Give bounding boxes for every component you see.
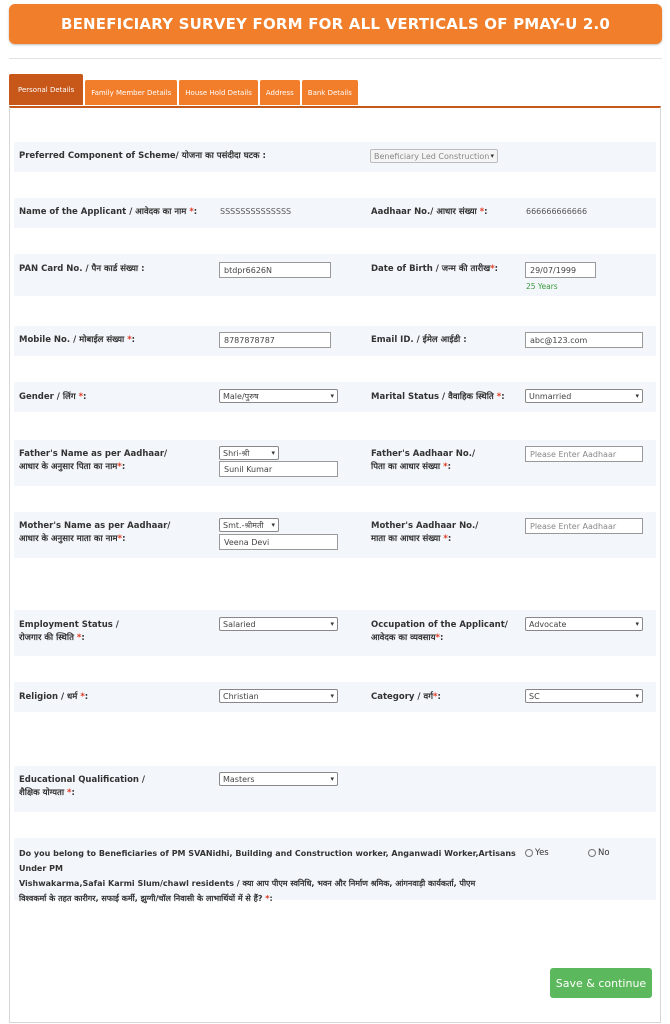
divider [9,58,662,59]
colon: : [71,788,75,798]
employment-label-line2: रोजगार की स्थिति [19,633,74,643]
pan-input[interactable]: btdpr6626N [219,262,331,278]
father-prefix-select[interactable] [219,446,279,460]
pm-no-radio[interactable] [588,848,610,858]
required-mark: * [490,264,495,274]
colon: : [122,534,126,544]
father-prefix-value: Shri-श्री [223,448,250,458]
required-mark: * [76,633,82,643]
tab-personal-details[interactable]: Personal Details [9,74,83,105]
required-mark: * [496,392,502,402]
occupation-label [371,619,508,645]
pm-no-label: No [598,848,610,858]
chevron-down-icon: ▾ [490,152,494,160]
mother-aadhaar-label [371,520,478,546]
pm-question-line1: Do you belong to Beneficiaries of PM SVANidhi, Building and Construction worker, Anganwadi Worker,Artisans Under PM [19,849,516,873]
save-continue-button[interactable]: Save & continue [550,968,652,998]
mobile-label [19,334,135,347]
marital-value: Unmarried [529,391,572,401]
marital-label-text: Marital Status / वैवाहिक स्थिति [371,392,494,402]
father-aadhaar-label-line1: Father's Aadhaar No./ [371,449,476,459]
education-select[interactable] [219,772,338,786]
required-mark: * [117,462,122,472]
religion-label [19,691,88,704]
aadhaar-value: 666666666666 [526,207,588,216]
tab-family-member-details[interactable]: Family Member Details [85,80,177,105]
category-value: SC [529,691,540,701]
occupation-select[interactable] [525,617,643,631]
colon: : [440,633,444,643]
radio-circle-icon [525,849,533,857]
pm-question-line3: विश्वकर्मा के तहत कारीगर, सफाई कर्मी, झुग्गी/चॉल निवासी के लाभार्थियों में से हैं? [19,894,263,903]
gender-select[interactable] [219,389,338,403]
colon: : [81,633,85,643]
mother-label-line2: आधार के अनुसार माता का नाम [19,534,118,544]
chevron-down-icon: ▾ [271,521,275,529]
mobile-input[interactable]: 8787878787 [219,332,331,348]
form-title: BENEFICIARY SURVEY FORM FOR ALL VERTICALS OF PMAY-U 2.0 [9,4,662,44]
required-mark: * [67,788,72,798]
employment-label-line1: Employment Status / [19,620,119,630]
gender-value: Male/पुरुष [223,391,259,401]
chevron-down-icon: ▾ [271,449,275,457]
religion-value: Christian [223,691,259,701]
mother-aadhaar-input[interactable]: Please Enter Aadhaar [525,518,643,534]
preferred-component-select[interactable] [370,149,498,163]
colon: : [501,392,505,402]
colon: : [447,534,452,544]
mother-aadhaar-label-line1: Mother's Aadhaar No./ [371,521,479,531]
preferred-component-label: Preferred Component of Scheme/ योजना का पसंदीदा घटक : [19,151,266,161]
age-text: 25 Years [526,282,558,291]
pan-label: PAN Card No. / पैन कार्ड संख्या : [19,264,145,274]
required-mark: * [127,335,132,345]
father-aadhaar-input[interactable]: Please Enter Aadhaar [525,446,643,462]
father-aadhaar-label [371,448,475,474]
applicant-name-label-text: Name of the Applicant / आवेदक का नाम [19,207,187,217]
colon: : [131,335,136,345]
tab-bank-details[interactable]: Bank Details [302,80,358,105]
mother-name-label [19,520,170,546]
education-label-line1: Educational Qualification / [19,775,146,785]
mother-label-line1: Mother's Name as per Aadhaar/ [19,521,171,531]
email-label: Email ID. / ईमेल आईडी : [371,335,467,345]
dob-label [371,263,498,276]
pm-beneficiary-question [19,846,519,906]
chevron-down-icon: ▾ [330,692,334,700]
occupation-value: Advocate [529,619,567,629]
father-name-input[interactable]: Sunil Kumar [219,461,338,477]
gender-label [19,391,86,404]
mother-prefix-value: Smt.-श्रीमती [223,520,264,530]
mother-name-input[interactable]: Veena Devi [219,534,338,550]
chevron-down-icon: ▾ [330,620,334,628]
colon: : [193,207,198,217]
colon: : [447,462,451,472]
chevron-down-icon: ▾ [635,692,639,700]
father-name-label [19,448,167,474]
mother-prefix-select[interactable] [219,518,279,532]
category-select[interactable] [525,689,643,703]
colon: : [437,692,441,702]
father-aadhaar-label-line2: पिता का आधार संख्या [371,462,441,472]
preferred-component-value: Beneficiary Led Construction [374,151,490,161]
colon: : [84,692,89,702]
colon: : [121,462,126,472]
applicant-name-value: SSSSSSSSSSSSSS [220,207,292,216]
tab-address[interactable]: Address [260,80,300,105]
category-label [371,691,441,704]
marital-status-select[interactable] [525,389,643,403]
chevron-down-icon: ▾ [330,775,334,783]
required-mark: * [443,534,448,544]
father-label-line2: आधार के अनुसार पिता का नाम [19,462,118,472]
chevron-down-icon: ▾ [635,392,639,400]
required-mark: * [433,692,438,702]
occupation-label-line1: Occupation of the Applicant/ [371,620,508,630]
marital-status-label [371,391,505,404]
email-input[interactable]: abc@123.com [525,332,643,348]
dob-label-text: Date of Birth / जन्म की तारीख [371,264,491,274]
required-mark: * [479,207,485,217]
pm-question-line2: Vishwakarma,Safai Karmi Slum/chawl residents / क्या आप पीएम स्वनिधि, भवन और निर्माण श्रमिक, आंगनवाड़ी कार्यकर्ता, पीएम [19,879,476,888]
colon: : [83,392,87,402]
required-mark: * [443,462,448,472]
required-mark: * [189,207,194,217]
colon: : [269,894,273,903]
required-mark: * [265,894,270,903]
education-label-line2: शैक्षिक योग्यता [19,788,65,798]
employment-status-select[interactable] [219,617,338,631]
religion-select[interactable] [219,689,338,703]
occupation-label-line2: आवेदक का व्यवसाय [371,633,436,643]
employment-value: Salaried [223,619,256,629]
religion-label-text: Religion / धर्म [19,692,78,702]
dob-input[interactable]: 29/07/1999 [525,262,596,278]
mother-aadhaar-label-line2: माता का आधार संख्या [371,534,441,544]
education-value: Masters [223,774,255,784]
chevron-down-icon: ▾ [330,392,334,400]
category-label-text: Category / वर्ग [371,692,433,702]
tab-bar [9,74,358,106]
radio-circle-icon [588,849,596,857]
father-label-line1: Father's Name as per Aadhaar/ [19,449,168,459]
tab-household-details[interactable]: House Hold Details [179,80,258,105]
education-label [19,774,145,800]
colon: : [484,207,488,217]
pm-yes-radio[interactable] [525,848,549,858]
colon: : [494,264,499,274]
pm-yes-label: Yes [535,848,549,858]
required-mark: * [80,692,85,702]
required-mark: * [435,633,440,643]
mobile-label-text: Mobile No. / मोबाईल संख्या [19,335,125,345]
gender-label-text: Gender / लिंग [19,392,76,402]
required-mark: * [78,392,84,402]
required-mark: * [117,534,123,544]
chevron-down-icon: ▾ [635,620,639,628]
aadhaar-label-text: Aadhaar No./ आधार संख्या [371,207,477,217]
aadhaar-label [371,206,488,219]
employment-status-label [19,619,119,645]
applicant-name-label [19,206,197,219]
